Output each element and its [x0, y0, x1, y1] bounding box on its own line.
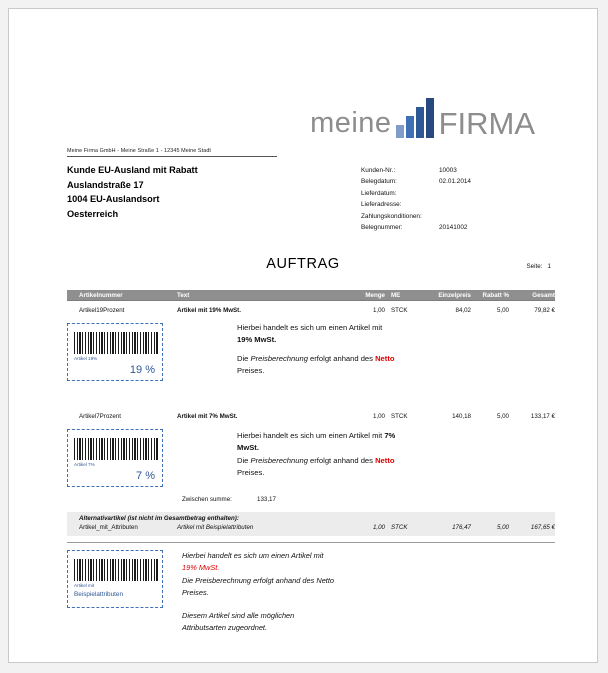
alternative-item-note: Alternativartikel (ist nicht im Gesamtbetrag enthalten): — [79, 515, 239, 522]
item2-desc-line2: MwSt. — [237, 443, 259, 453]
cell-menge: 1,00 — [372, 413, 385, 420]
page-inner — [9, 9, 597, 662]
item1-desc-line3 — [237, 353, 467, 365]
item2-desc-line3 — [237, 455, 467, 467]
cell-rabatt: 5,00 — [496, 413, 509, 420]
meta-label: Zahlungskonditionen: — [361, 212, 422, 220]
meta-label: Belegnummer: — [361, 224, 403, 232]
item2-desc-line1 — [237, 430, 467, 442]
item1-desc-line1: Hierbei handelt es sich um einen Artikel mit — [237, 323, 383, 332]
subtotal-value: 133,17 — [257, 496, 276, 503]
document-meta — [361, 165, 519, 233]
barcode-caption: Artikel 19% — [74, 356, 98, 361]
meta-row — [361, 188, 519, 199]
logo-bars-icon — [396, 98, 436, 138]
col-header-me: ME — [391, 291, 401, 299]
table-rule — [67, 542, 555, 543]
table-row — [67, 301, 555, 314]
document-page — [8, 8, 598, 663]
page-number-value: 1 — [547, 263, 551, 270]
col-header-artikelnummer: Artikelnummer — [79, 291, 123, 299]
cell-me: STCK — [391, 524, 408, 531]
meta-value: 02.01.2014 — [439, 178, 471, 186]
item1-desc-frag-ital: Preisberechnung — [250, 353, 308, 363]
barcode-big-label: 19 % — [129, 364, 155, 376]
item2-desc-line4: Preises. — [237, 468, 265, 478]
barcode-icon — [74, 332, 158, 354]
item2-desc-frag-a: Hierbei handelt es sich um einen Artikel mit — [237, 431, 385, 440]
address-line-3: 1004 EU-Auslandsort — [67, 194, 160, 205]
recipient-address — [67, 163, 198, 221]
item2-desc-frag-c: erfolgt anhand des — [307, 455, 376, 465]
meta-row — [361, 222, 519, 233]
logo-text-meine: meine — [310, 107, 392, 139]
table-header-row — [67, 290, 555, 301]
meta-value — [439, 211, 519, 222]
address-line-2: Auslandstraße 17 — [67, 179, 144, 190]
subtotal-label: Zwischen summe: — [182, 496, 232, 503]
table-row — [67, 524, 555, 531]
sender-line: Meine Firma GmbH - Meine Straße 1 - 12345 Meine Stadt — [67, 148, 277, 157]
barcode-icon — [74, 438, 158, 460]
meta-row — [361, 176, 519, 187]
meta-label: Lieferdatum: — [361, 189, 397, 197]
address-line-4: Oesterreich — [67, 208, 119, 219]
cell-text: Artikel mit 19% MwSt. — [177, 307, 241, 314]
cell-me: STCK — [391, 413, 408, 420]
item3-desc-line4: Preises. — [182, 588, 209, 598]
item3-desc-line6: Attributsarten zugeordnet. — [182, 623, 268, 633]
item2-desc-frag-b: Die — [237, 455, 251, 465]
barcode-item-2 — [67, 429, 163, 487]
barcode-caption-2: Beispielattributen — [74, 591, 124, 598]
cell-artikelnummer: Artikel_mit_Attributen — [79, 524, 138, 531]
cell-text: Artikel mit Beispielattributen — [177, 524, 254, 531]
item2-desc-frag-bold: 7% — [384, 431, 396, 440]
barcode-caption: Artikel mit — [74, 583, 95, 588]
col-header-rabatt: Rabatt % — [482, 291, 509, 299]
logo-text-firma: FIRMA — [438, 106, 535, 141]
cell-gesamt: 79,82 € — [534, 307, 555, 314]
items-table-alt — [67, 524, 555, 531]
col-header-text: Text — [177, 291, 190, 299]
meta-value: 20141002 — [439, 224, 468, 232]
meta-label: Kunden-Nr.: — [361, 167, 396, 174]
cell-menge: 1,00 — [372, 524, 385, 531]
barcode-item-3 — [67, 550, 163, 608]
item2-desc-frag-ital: Preisberechnung — [250, 455, 308, 465]
item1-desc-line4: Preises. — [237, 366, 265, 376]
meta-value: 10003 — [439, 167, 457, 174]
meta-value — [439, 199, 519, 210]
item1-description — [237, 322, 467, 378]
page-number — [527, 263, 551, 270]
item3-description — [182, 550, 432, 634]
cell-gesamt: 167,65 € — [530, 524, 555, 531]
cell-rabatt: 5,00 — [496, 307, 509, 314]
item3-desc-line1: Hierbei handelt es sich um einen Artikel mit — [182, 551, 324, 560]
item3-desc-line3: Die Preisberechnung erfolgt anhand des Netto — [182, 575, 335, 585]
meta-row — [361, 199, 519, 210]
item1-desc-frag-b: erfolgt anhand des — [307, 353, 376, 363]
cell-einzelpreis: 176,47 — [452, 524, 471, 531]
item3-desc-line2: 19% MwSt. — [182, 563, 220, 573]
cell-gesamt: 133,17 € — [530, 413, 555, 420]
barcode-item-1 — [67, 323, 163, 381]
item1-desc-line2: 19% MwSt. — [237, 335, 277, 345]
table-row — [67, 407, 555, 420]
address-line-1: Kunde EU-Ausland mit Rabatt — [67, 165, 198, 175]
page-number-label: Seite: — [526, 263, 543, 270]
cell-artikelnummer: Artikel7Prozent — [79, 413, 121, 420]
meta-row — [361, 165, 519, 176]
company-logo — [310, 89, 535, 141]
meta-value — [439, 188, 519, 199]
cell-einzelpreis: 84,02 — [455, 307, 471, 314]
cell-einzelpreis: 140,18 — [452, 413, 471, 420]
cell-menge: 1,00 — [372, 307, 385, 314]
barcode-big-label: 7 % — [136, 470, 155, 482]
cell-rabatt: 5,00 — [496, 524, 509, 531]
item2-desc-frag-red: Netto — [375, 455, 395, 465]
cell-text: Artikel mit 7% MwSt. — [177, 413, 238, 420]
document-title: AUFTRAG — [266, 256, 340, 272]
meta-label: Belegdatum: — [361, 178, 397, 186]
barcode-caption: Artikel 7% — [74, 462, 95, 467]
meta-row — [361, 211, 519, 222]
meta-label: Lieferadresse: — [361, 201, 402, 209]
item2-description — [237, 430, 467, 480]
item3-desc-line5: Diesem Artikel sind alle möglichen — [182, 610, 295, 620]
cell-me: STCK — [391, 307, 408, 314]
cell-artikelnummer: Artikel19Prozent — [79, 307, 125, 314]
barcode-icon — [74, 559, 158, 581]
item1-desc-frag-red: Netto — [375, 353, 395, 363]
col-header-einzelpreis: Einzelpreis — [438, 291, 471, 299]
col-header-gesamt: Gesamt — [532, 291, 555, 299]
item1-desc-frag-a: Die — [237, 353, 251, 363]
col-header-menge: Menge — [365, 291, 385, 299]
